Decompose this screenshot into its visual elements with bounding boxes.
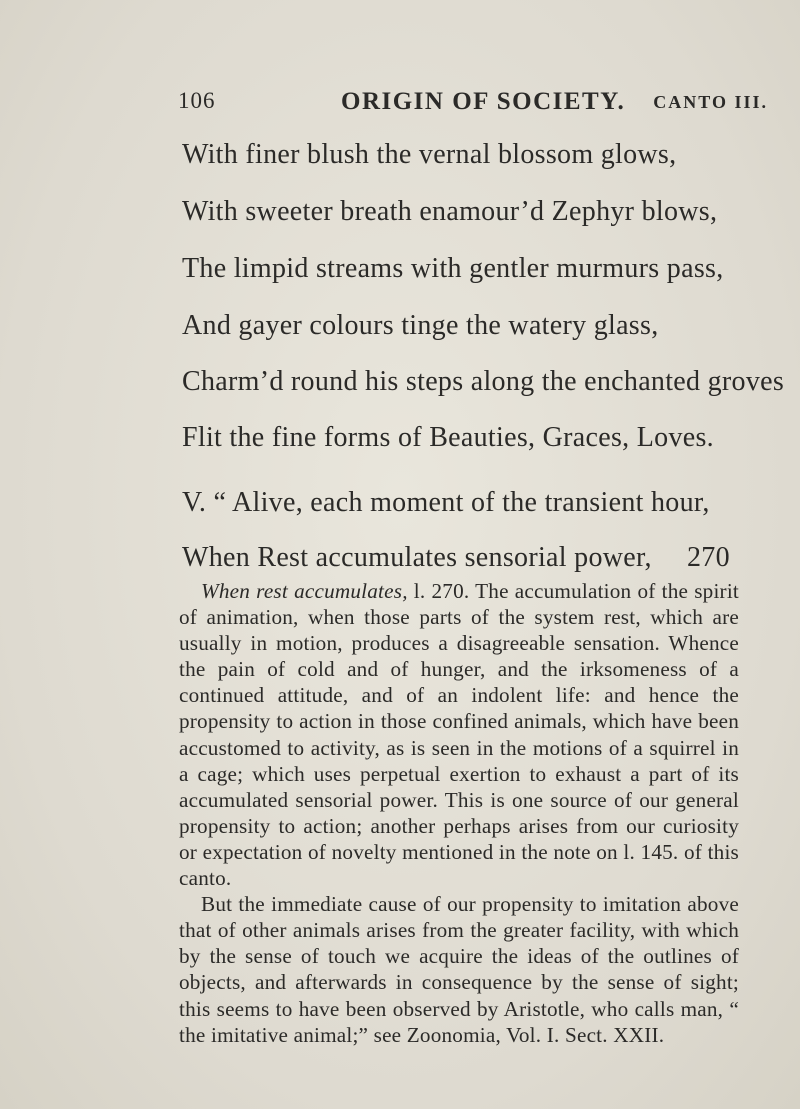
verse-line: V. “ Alive, each moment of the transient hour, <box>182 487 710 518</box>
verse-line: Flit the fine forms of Beauties, Graces, Loves. <box>182 422 714 453</box>
line-number: 270 <box>687 542 730 573</box>
verse-line: When Rest accumulates sensorial power, 270 <box>182 542 730 573</box>
page-number: 106 <box>178 88 216 113</box>
page-header <box>178 88 768 128</box>
verse-line: Charm’d round his steps along the enchanted groves <box>182 366 785 397</box>
running-title: ORIGIN OF SOCIETY. <box>341 88 626 115</box>
note-paragraph <box>179 578 739 891</box>
canto-label: CANTO III. <box>653 92 768 112</box>
verse-line: The limpid streams with gentler murmurs pass, <box>182 253 724 284</box>
verse-line: And gayer colours tinge the watery glass, <box>182 310 659 341</box>
note-paragraph <box>179 891 739 1048</box>
note-text: l. 270. The accumulation of the spirit of animation, when those parts of the system rest, which are usually in motion, produces a disagreeable sensation. Whence the pain of cold and of hunger, and the irksomeness of a continued attitude, and of an indolent life: and hence the propensity to action in those confined animals, which have been accustomed to activity, as is seen in the motions of a squirrel in a cage; which uses perpetual exertion to exhaust a part of its accumulated sensorial power. This is one source of our general propensity to action; another perhaps arises from our curiosity or expectation of novelty mentioned in the note on l. 145. of this canto. <box>179 579 739 891</box>
verse-line: With sweeter breath enamour’d Zephyr blows, <box>182 196 718 227</box>
note-text: But the immediate cause of our propensity to imitation above that of other animals arises from the greater facility, with which by the sense of touch we acquire the ideas of the outlines of objects, and afterwards in consequence by the sense of sight; this seems to have been observed by Aristotle, who calls man, “ the imitative animal;” see Zoonomia, Vol. I. Sect. XXII. <box>179 892 739 1047</box>
verse-line: With finer blush the vernal blossom glows, <box>182 139 677 170</box>
footnote <box>179 578 739 1048</box>
note-lead: When rest accumulates, <box>201 579 408 603</box>
